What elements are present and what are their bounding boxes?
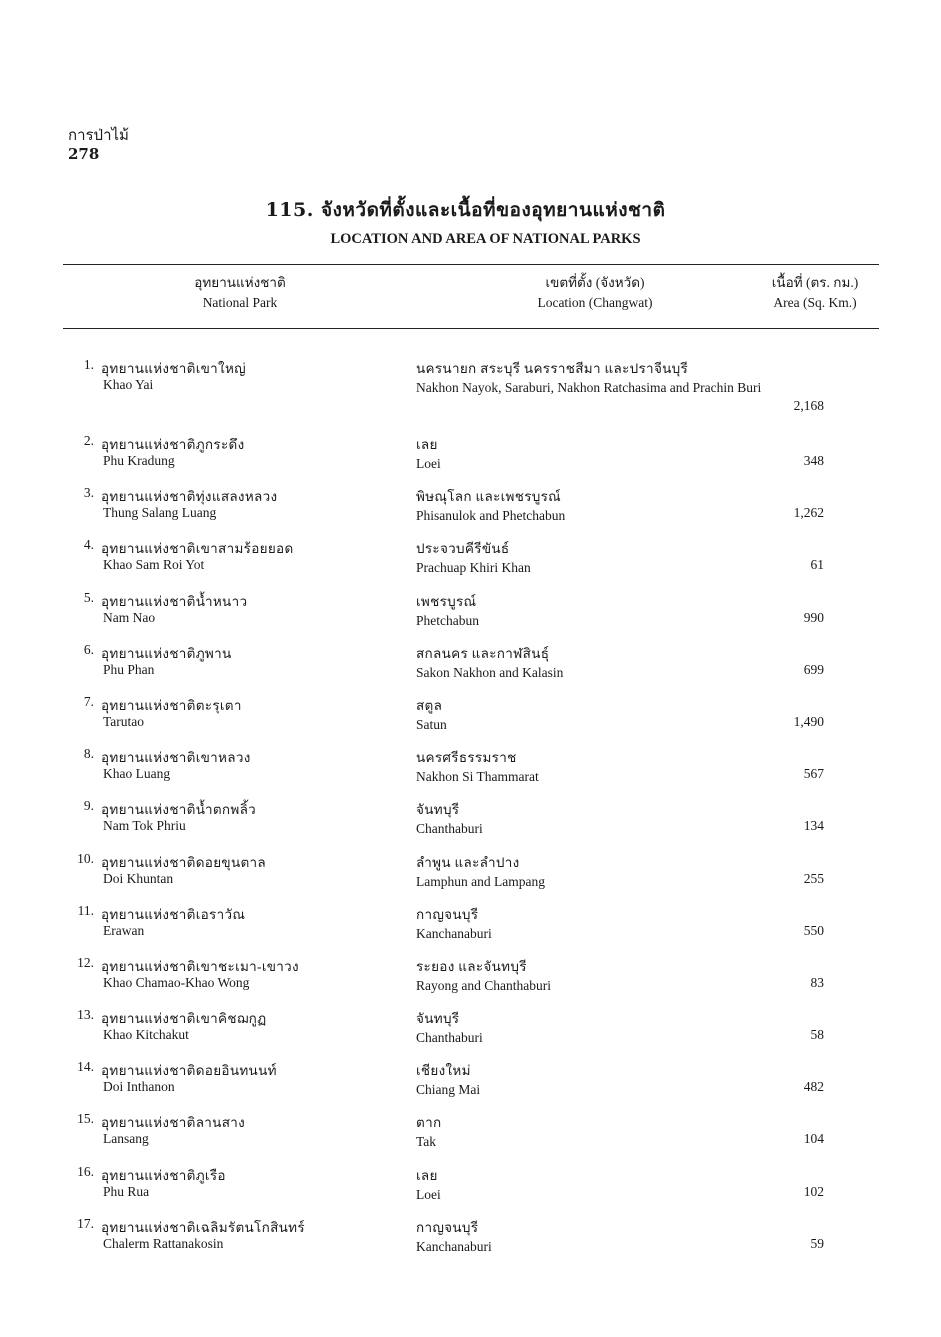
row-number: 17. xyxy=(77,1215,94,1231)
header-bottom-rule xyxy=(63,328,879,329)
area-value: 104 xyxy=(803,1131,824,1147)
location-english: Phetchabun xyxy=(416,612,479,628)
location-english: Prachuap Khiri Khan xyxy=(416,560,531,576)
park-name-english: Tarutao xyxy=(103,713,145,729)
row-number: 13. xyxy=(77,1007,94,1023)
column-header-location-thai: เขตที่ตั้ง (จังหวัด) xyxy=(545,275,645,290)
row-number: 9. xyxy=(83,798,94,814)
location-english: Loei xyxy=(416,1186,441,1202)
area-value: 482 xyxy=(803,1079,824,1095)
page-number: 278 xyxy=(68,145,100,163)
location-thai: เลย xyxy=(416,1167,438,1183)
park-name-english: Thung Salang Luang xyxy=(103,505,217,521)
column-header-area xyxy=(740,273,890,313)
location-english: Kanchanaburi xyxy=(416,925,492,941)
table-row xyxy=(0,692,941,744)
column-header-park xyxy=(140,273,340,313)
area-value: 1,262 xyxy=(793,505,824,521)
table-row xyxy=(0,849,941,901)
location-thai: กาญจนบุรี xyxy=(416,906,479,922)
location-english: Rayong and Chanthaburi xyxy=(416,977,551,993)
park-name-thai: อุทยานแห่งชาติน้ำตกพลิ้ว xyxy=(101,802,257,818)
location-thai: จันทบุรี xyxy=(416,1011,460,1027)
area-value: 699 xyxy=(803,661,824,677)
row-number: 3. xyxy=(83,485,94,501)
park-name-thai: อุทยานแห่งชาติเขาใหญ่ xyxy=(101,361,246,376)
location-english: Phisanulok and Phetchabun xyxy=(416,508,566,524)
table-row xyxy=(0,535,941,587)
park-name-thai: อุทยานแห่งชาติทุ่งแสลงหลวง xyxy=(101,489,278,505)
park-name-thai: อุทยานแห่งชาติน้ำหนาว xyxy=(101,593,248,609)
row-number: 16. xyxy=(77,1163,94,1179)
area-value: 59 xyxy=(810,1235,824,1251)
row-number: 15. xyxy=(77,1111,94,1127)
location-english: Sakon Nakhon and Kalasin xyxy=(416,664,564,680)
row-number: 2. xyxy=(83,433,94,448)
park-name-english: Phu Kradung xyxy=(103,453,175,468)
park-name-english: Khao Yai xyxy=(103,377,154,392)
park-name-english: Phu Rua xyxy=(103,1183,150,1199)
row-number: 14. xyxy=(77,1059,94,1075)
location-english: Chiang Mai xyxy=(416,1082,481,1098)
location-thai: นครนายก สระบุรี นครราชสีมา และปราจีนบุรี xyxy=(416,361,689,376)
park-name-thai: อุทยานแห่งชาติเอราวัณ xyxy=(101,906,246,922)
park-name-thai: อุทยานแห่งชาติลานสาง xyxy=(101,1115,246,1131)
column-header-area-thai: เนื้อที่ (ตร. กม.) xyxy=(771,275,859,290)
table-row xyxy=(0,1057,941,1109)
location-thai: สกลนคร และกาฬสินธุ์ xyxy=(416,645,550,661)
park-name-thai: อุทยานแห่งชาติภูกระดึง xyxy=(101,437,245,452)
park-name-thai: อุทยานแห่งชาติดอยอินทนนท์ xyxy=(101,1063,277,1079)
location-english: Nakhon Nayok, Saraburi, Nakhon Ratchasima and Prachin Buri xyxy=(416,380,762,395)
table-row xyxy=(0,1109,941,1161)
area-value: 348 xyxy=(803,453,824,468)
location-thai: ตาก xyxy=(416,1115,442,1131)
column-header-location-english: Location (Changwat) xyxy=(537,295,653,310)
area-value: 2,168 xyxy=(793,398,824,413)
area-value: 61 xyxy=(810,557,824,573)
location-thai: พิษณุโลก และเพชรบูรณ์ xyxy=(416,489,561,505)
table-row xyxy=(0,1162,941,1214)
location-thai: สตูล xyxy=(416,697,443,713)
table-row xyxy=(0,1005,941,1057)
location-thai: จันทบุรี xyxy=(416,802,460,818)
park-name-english: Nam Tok Phriu xyxy=(103,818,186,834)
location-thai: กาญจนบุรี xyxy=(416,1219,479,1235)
area-value: 550 xyxy=(803,922,824,938)
section-name: การป่าไม้ xyxy=(68,126,129,144)
row-number: 11. xyxy=(77,902,94,918)
park-name-english: Erawan xyxy=(103,922,145,938)
table-row xyxy=(0,640,941,692)
table-row xyxy=(0,796,941,848)
park-name-thai: อุทยานแห่งชาติเขาชะเมา-เขาวง xyxy=(101,958,299,974)
location-english: Tak xyxy=(416,1134,437,1150)
location-english: Chanthaburi xyxy=(416,821,483,837)
row-number: 8. xyxy=(83,746,94,762)
park-name-english: Khao Sam Roi Yot xyxy=(103,557,205,573)
park-name-english: Chalerm Rattanakosin xyxy=(103,1235,224,1251)
location-thai: เพชรบูรณ์ xyxy=(416,593,477,609)
location-thai: เชียงใหม่ xyxy=(416,1063,471,1079)
area-value: 567 xyxy=(803,766,824,782)
park-name-english: Doi Khuntan xyxy=(103,870,174,886)
parks-table-body xyxy=(0,355,941,1266)
table-row xyxy=(0,1214,941,1266)
location-thai: นครศรีธรรมราช xyxy=(416,750,517,766)
table-row xyxy=(0,744,941,796)
table-row xyxy=(0,588,941,640)
title-english: LOCATION AND AREA OF NATIONAL PARKS xyxy=(330,231,641,247)
column-header-park-english: National Park xyxy=(202,295,278,310)
table-row xyxy=(0,431,941,483)
location-thai: ลำพูน และลำปาง xyxy=(416,854,520,870)
location-english: Nakhon Si Thammarat xyxy=(416,769,539,785)
table-row xyxy=(0,901,941,953)
table-row xyxy=(0,953,941,1005)
park-name-thai: อุทยานแห่งชาติเฉลิมรัตนโกสินทร์ xyxy=(101,1219,305,1235)
area-value: 255 xyxy=(803,870,824,886)
page-header xyxy=(68,126,129,164)
park-name-english: Nam Nao xyxy=(103,609,156,625)
location-thai: เลย xyxy=(416,437,438,452)
table-row xyxy=(0,355,941,431)
row-number: 10. xyxy=(77,850,94,866)
park-name-english: Doi Inthanon xyxy=(103,1079,175,1095)
location-english: Kanchanaburi xyxy=(416,1238,492,1254)
row-number: 6. xyxy=(83,641,94,657)
location-thai: ประจวบคีรีขันธ์ xyxy=(416,541,510,557)
park-name-thai: อุทยานแห่งชาติภูเรือ xyxy=(101,1167,226,1183)
area-value: 990 xyxy=(803,609,824,625)
column-header-park-thai: อุทยานแห่งชาติ xyxy=(194,275,286,290)
park-name-english: Lansang xyxy=(103,1131,149,1147)
row-number: 12. xyxy=(77,954,94,970)
park-name-thai: อุทยานแห่งชาติดอยขุนตาล xyxy=(101,854,266,870)
park-name-english: Phu Phan xyxy=(103,661,155,677)
park-name-english: Khao Chamao-Khao Wong xyxy=(103,974,250,990)
area-value: 83 xyxy=(810,974,824,990)
row-number: 4. xyxy=(83,537,94,553)
area-value: 134 xyxy=(803,818,824,834)
area-value: 1,490 xyxy=(793,713,824,729)
column-header-location xyxy=(480,273,710,313)
column-header-area-english: Area (Sq. Km.) xyxy=(773,295,857,310)
title-thai: 115. จังหวัดที่ตั้งและเนื้อที่ของอุทยานแห่งชาติ xyxy=(265,199,666,221)
table-row xyxy=(0,483,941,535)
header-top-rule xyxy=(63,264,879,265)
area-value: 58 xyxy=(810,1027,824,1043)
location-english: Loei xyxy=(416,456,441,471)
park-name-english: Khao Kitchakut xyxy=(103,1027,189,1043)
row-number: 5. xyxy=(83,589,94,605)
park-name-thai: อุทยานแห่งชาติภูพาน xyxy=(101,645,232,661)
park-name-thai: อุทยานแห่งชาติเขาสามร้อยยอด xyxy=(101,541,294,557)
park-name-thai: อุทยานแห่งชาติเขาหลวง xyxy=(101,750,251,766)
park-name-thai: อุทยานแห่งชาติตะรุเตา xyxy=(101,697,242,713)
row-number: 7. xyxy=(83,693,94,709)
area-value: 102 xyxy=(803,1183,824,1199)
location-english: Chanthaburi xyxy=(416,1030,483,1046)
location-thai: ระยอง และจันทบุรี xyxy=(416,958,527,974)
park-name-thai: อุทยานแห่งชาติเขาคิชฌกูฏ xyxy=(101,1011,267,1027)
location-english: Lamphun and Lampang xyxy=(416,873,545,889)
table-title xyxy=(0,195,941,248)
row-number: 1. xyxy=(83,357,94,372)
location-english: Satun xyxy=(416,716,447,732)
park-name-english: Khao Luang xyxy=(103,766,171,782)
